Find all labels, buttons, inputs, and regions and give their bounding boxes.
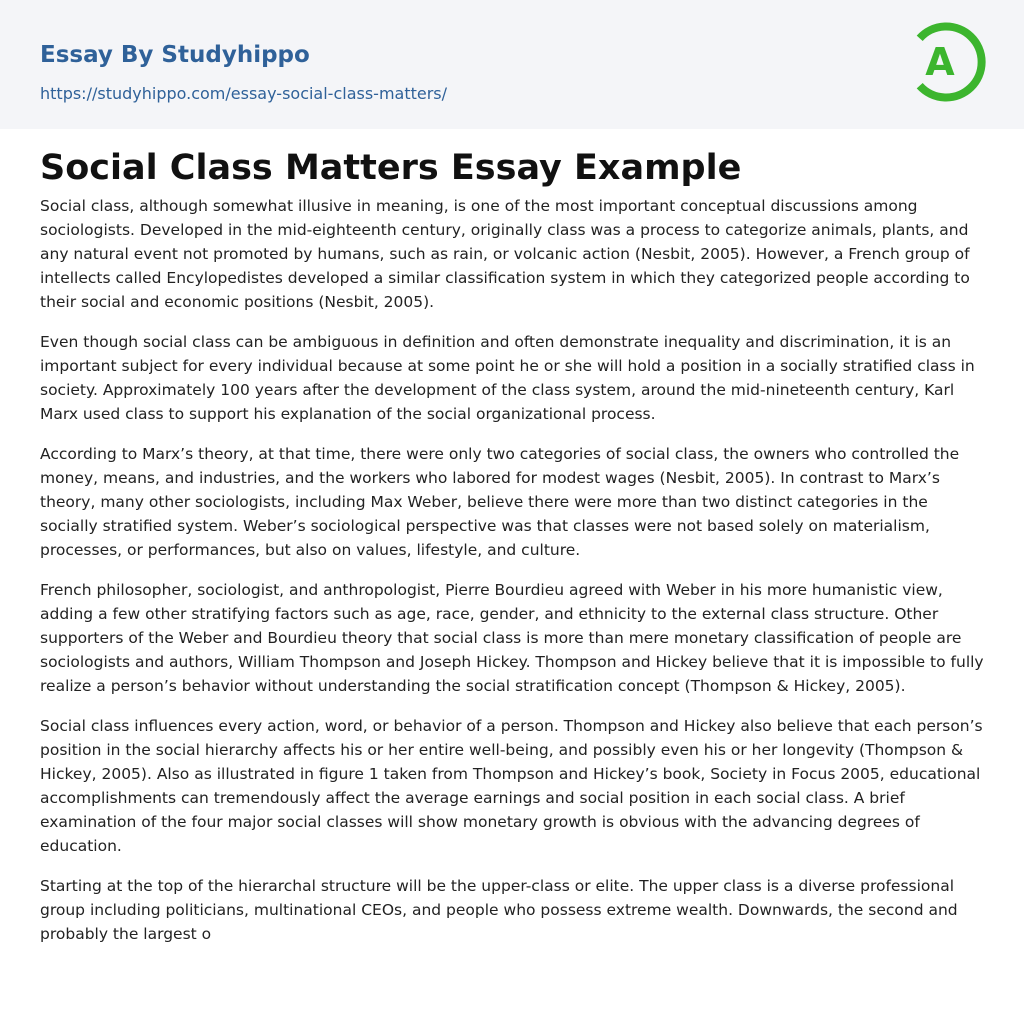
essay-paragraph: Social class, although somewhat illusive in meaning, is one of the most important conceptual discussions among sociologists. Developed in the mid-eighteenth century, originally class was a process to categorize animals, plants, and any natural event not promoted by humans, such as rain, or volcanic action (Nesbit, 2005). However, a French group of intellects called Encylopedistes developed a similar classification system in which they categorized people according to their social and economic positions (Nesbit, 2005). (40, 197, 970, 311)
essay-paragraph: Social class influences every action, word, or behavior of a person. Thompson and Hickey also believe that each person’s position in the social hierarchy affects his or her entire well-being, and possibly even his or her longevity (Thompson & Hickey, 2005). Also as illustrated in figure 1 taken from Thompson and Hickey’s book, Society in Focus 2005, educational accomplishments can tremendously affect the average earnings and social position in each social class. A brief examination of the four major social classes will show monetary growth is obvious with the advancing degrees of education. (40, 717, 983, 855)
site-brand[interactable]: Essay By Studyhippo (40, 42, 310, 68)
essay-paragraph: According to Marx’s theory, at that time, there were only two categories of social class, the owners who controlled the money, means, and industries, and the workers who labored for modest wages (Nesbit, 2005). In contrast to Marx’s theory, many other sociologists, including Max Weber, believe there were more than two distinct categories in the socially stratified system. Weber’s sociological perspective was that classes were not based solely on materialism, processes, or performances, but also on values, lifestyle, and culture. (40, 445, 960, 559)
essay-paragraph: Starting at the top of the hierarchal structure will be the upper-class or elite. The upper class is a diverse professional group including politicians, multinational CEOs, and people who possess extreme wealth. Downwards, the second and probably the largest o (40, 877, 958, 943)
page-title: Social Class Matters Essay Example (40, 148, 742, 188)
studyhippo-logo[interactable] (910, 17, 990, 107)
logo-letter: A (925, 40, 955, 84)
essay-body (40, 194, 984, 962)
site-header (0, 0, 1024, 129)
source-url-link[interactable]: https://studyhippo.com/essay-social-class-matters/ (40, 84, 448, 103)
essay-paragraph: French philosopher, sociologist, and anthropologist, Pierre Bourdieu agreed with Weber in his more humanistic view, adding a few other stratifying factors such as age, race, gender, and ethnicity to the external class structure. Other supporters of the Weber and Bourdieu theory that social class is more than mere monetary classification of people are sociologists and authors, William Thompson and Joseph Hickey. Thompson and Hickey believe that it is impossible to fully realize a person’s behavior without understanding the social stratification concept (Thompson & Hickey, 2005). (40, 581, 984, 695)
essay-paragraph: Even though social class can be ambiguous in definition and often demonstrate inequality and discrimination, it is an important subject for every individual because at some point he or she will hold a position in a socially stratified class in society. Approximately 100 years after the development of the class system, around the mid-nineteenth century, Karl Marx used class to support his explanation of the social organizational process. (40, 333, 975, 423)
studyhippo-a-logo-icon (910, 17, 990, 107)
